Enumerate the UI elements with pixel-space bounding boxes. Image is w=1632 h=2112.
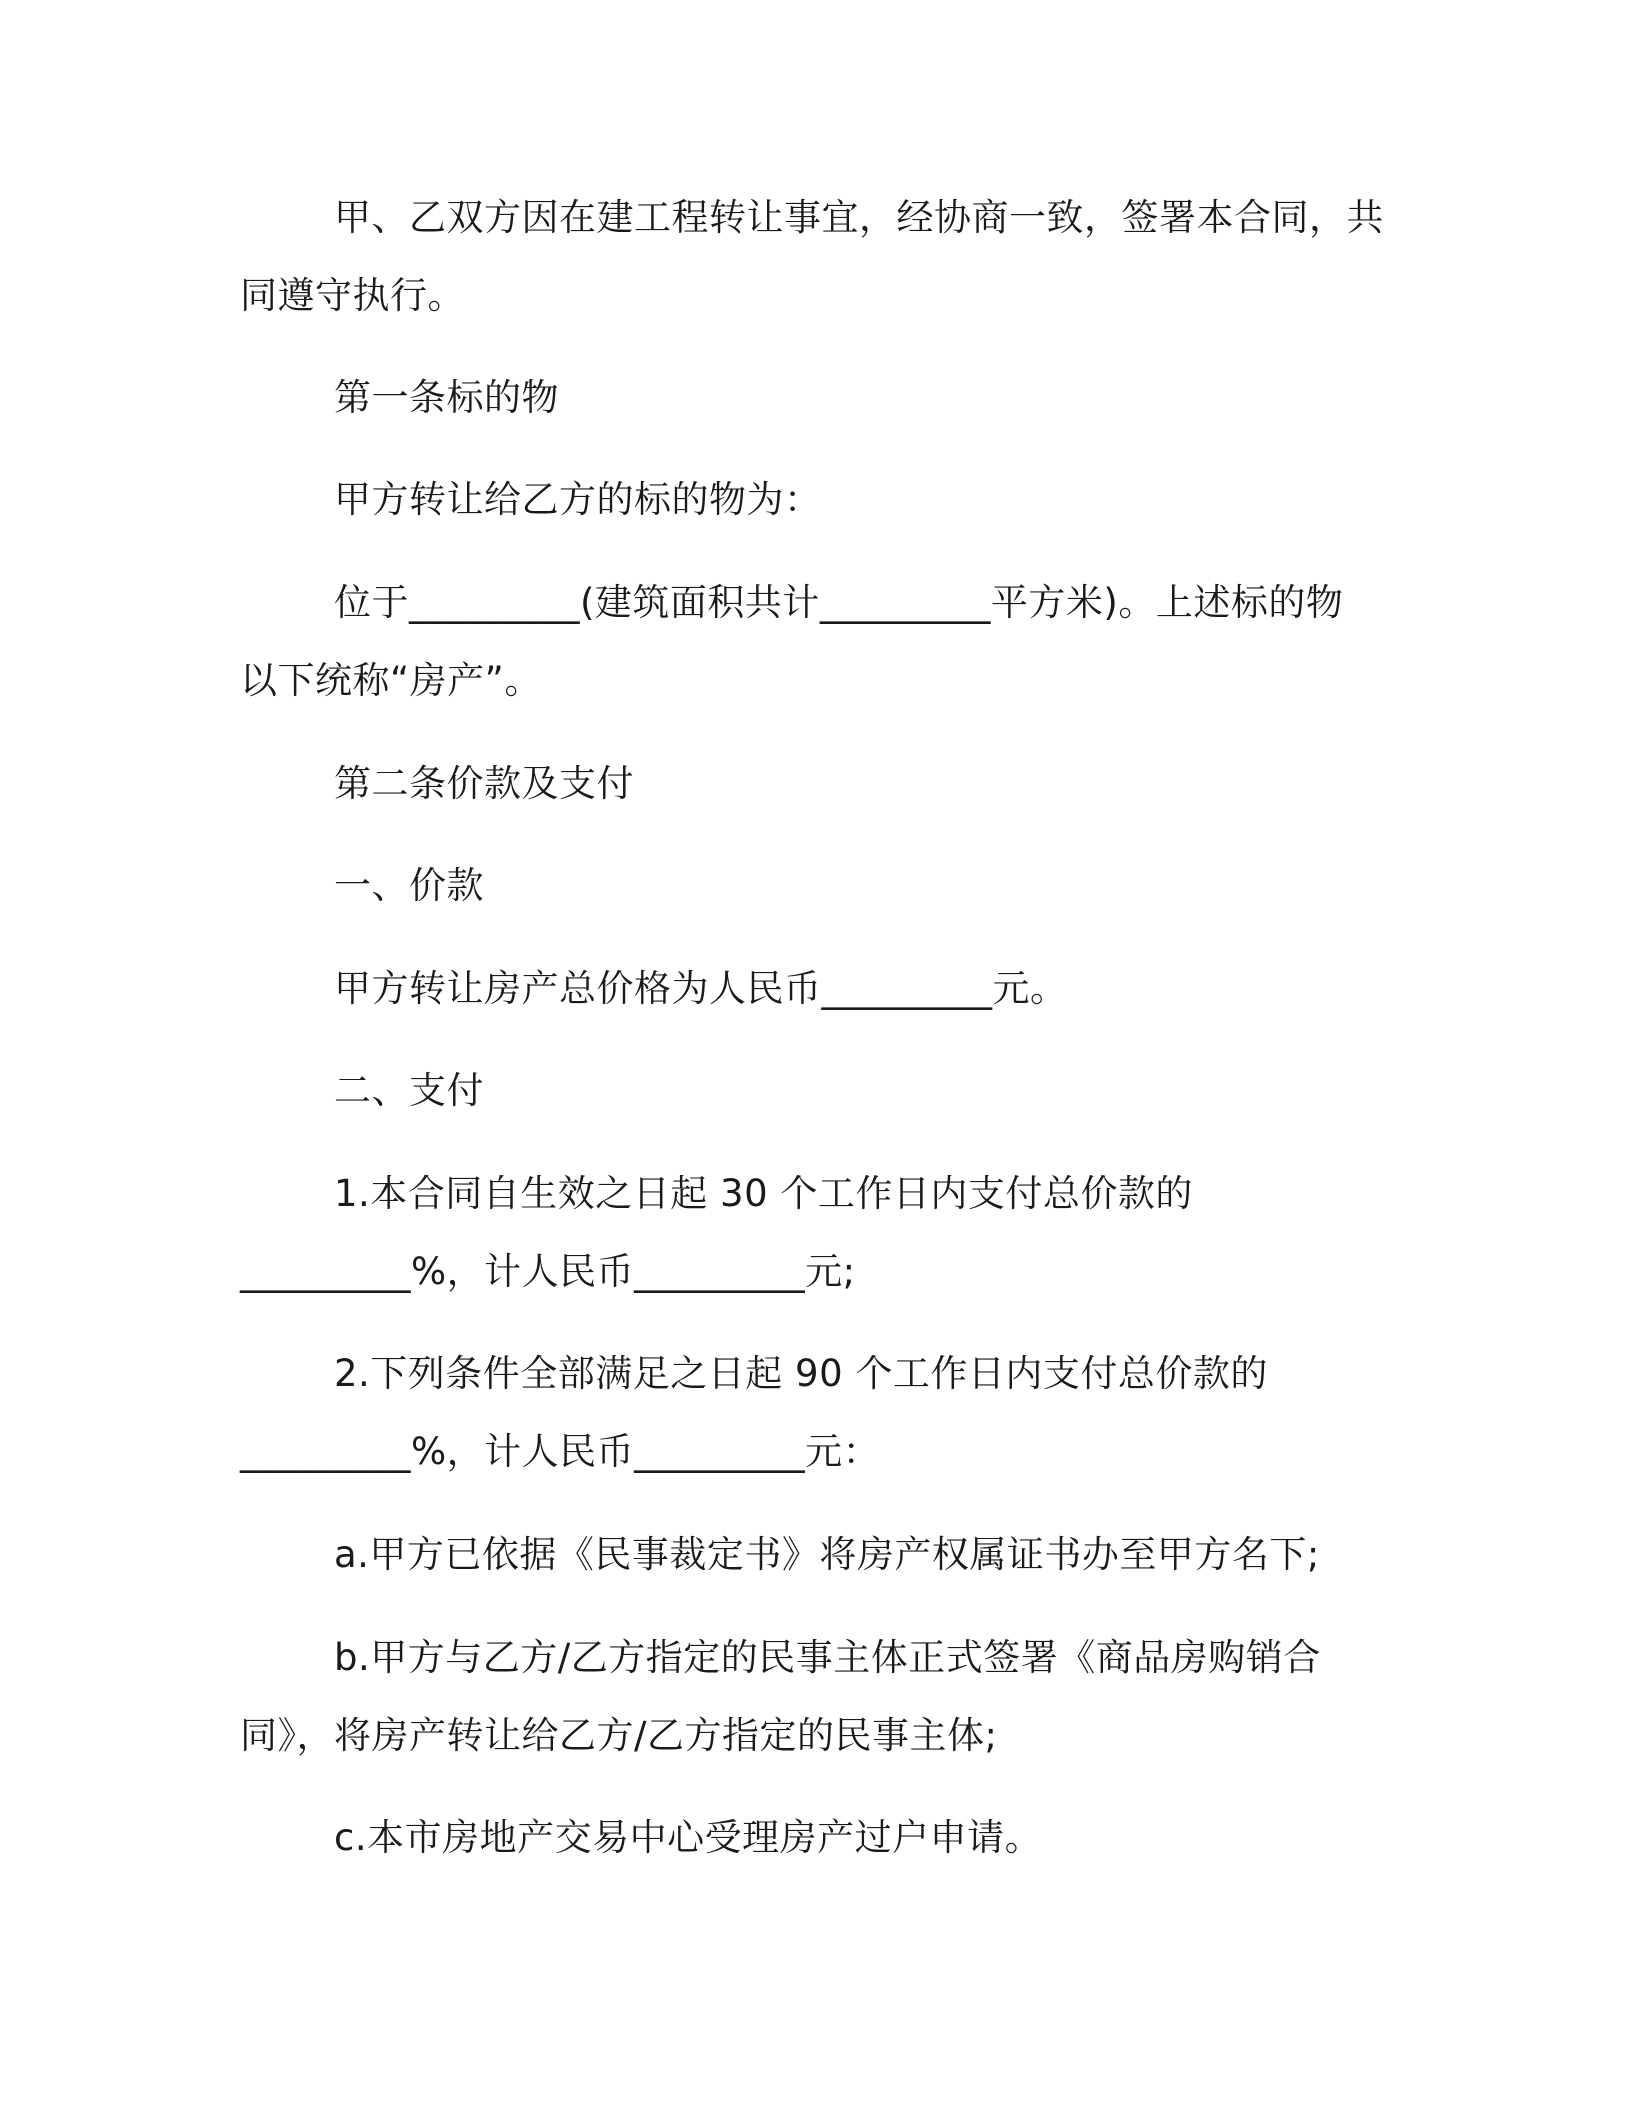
section-price-text: 甲方转让房产总价格为人民币_________元。 [334,967,1068,1010]
article-1-location-line-2: 以下统称“房产”。 [240,659,542,702]
payment-item-1-line-1: 1.本合同自生效之日起 30 个工作日内支付总价款的 [334,1172,1193,1215]
condition-a: a.甲方已依据《民事裁定书》将房产权属证书办至甲方名下; [334,1533,1320,1576]
article-1-heading: 第一条标的物 [334,376,559,419]
section-price-heading: 一、价款 [334,864,484,907]
payment-item-1-line-2: _________%，计人民币_________元; [240,1250,856,1293]
article-1-location-line-1: 位于_________(建筑面积共计_________平方米)。上述标的物 [334,581,1344,624]
condition-b-line-1: b.甲方与乙方/乙方指定的民事主体正式签署《商品房购销合 [334,1636,1321,1679]
section-payment-heading: 二、支付 [334,1069,484,1112]
paragraph-intro-line-2: 同遵守执行。 [240,274,465,317]
payment-item-2-line-2: _________%，计人民币_________元： [240,1430,881,1473]
article-1-text: 甲方转让给乙方的标的物为： [334,478,822,521]
payment-item-2-line-1: 2.下列条件全部满足之日起 90 个工作日内支付总价款的 [334,1352,1268,1395]
paragraph-intro-line-1: 甲、乙双方因在建工程转让事宜，经协商一致，签署本合同，共 [334,196,1384,239]
condition-c: c.本市房地产交易中心受理房产过户申请。 [334,1816,1043,1859]
article-2-heading: 第二条价款及支付 [334,762,634,805]
condition-b-line-2: 同》，将房产转让给乙方/乙方指定的民事主体; [240,1714,998,1757]
